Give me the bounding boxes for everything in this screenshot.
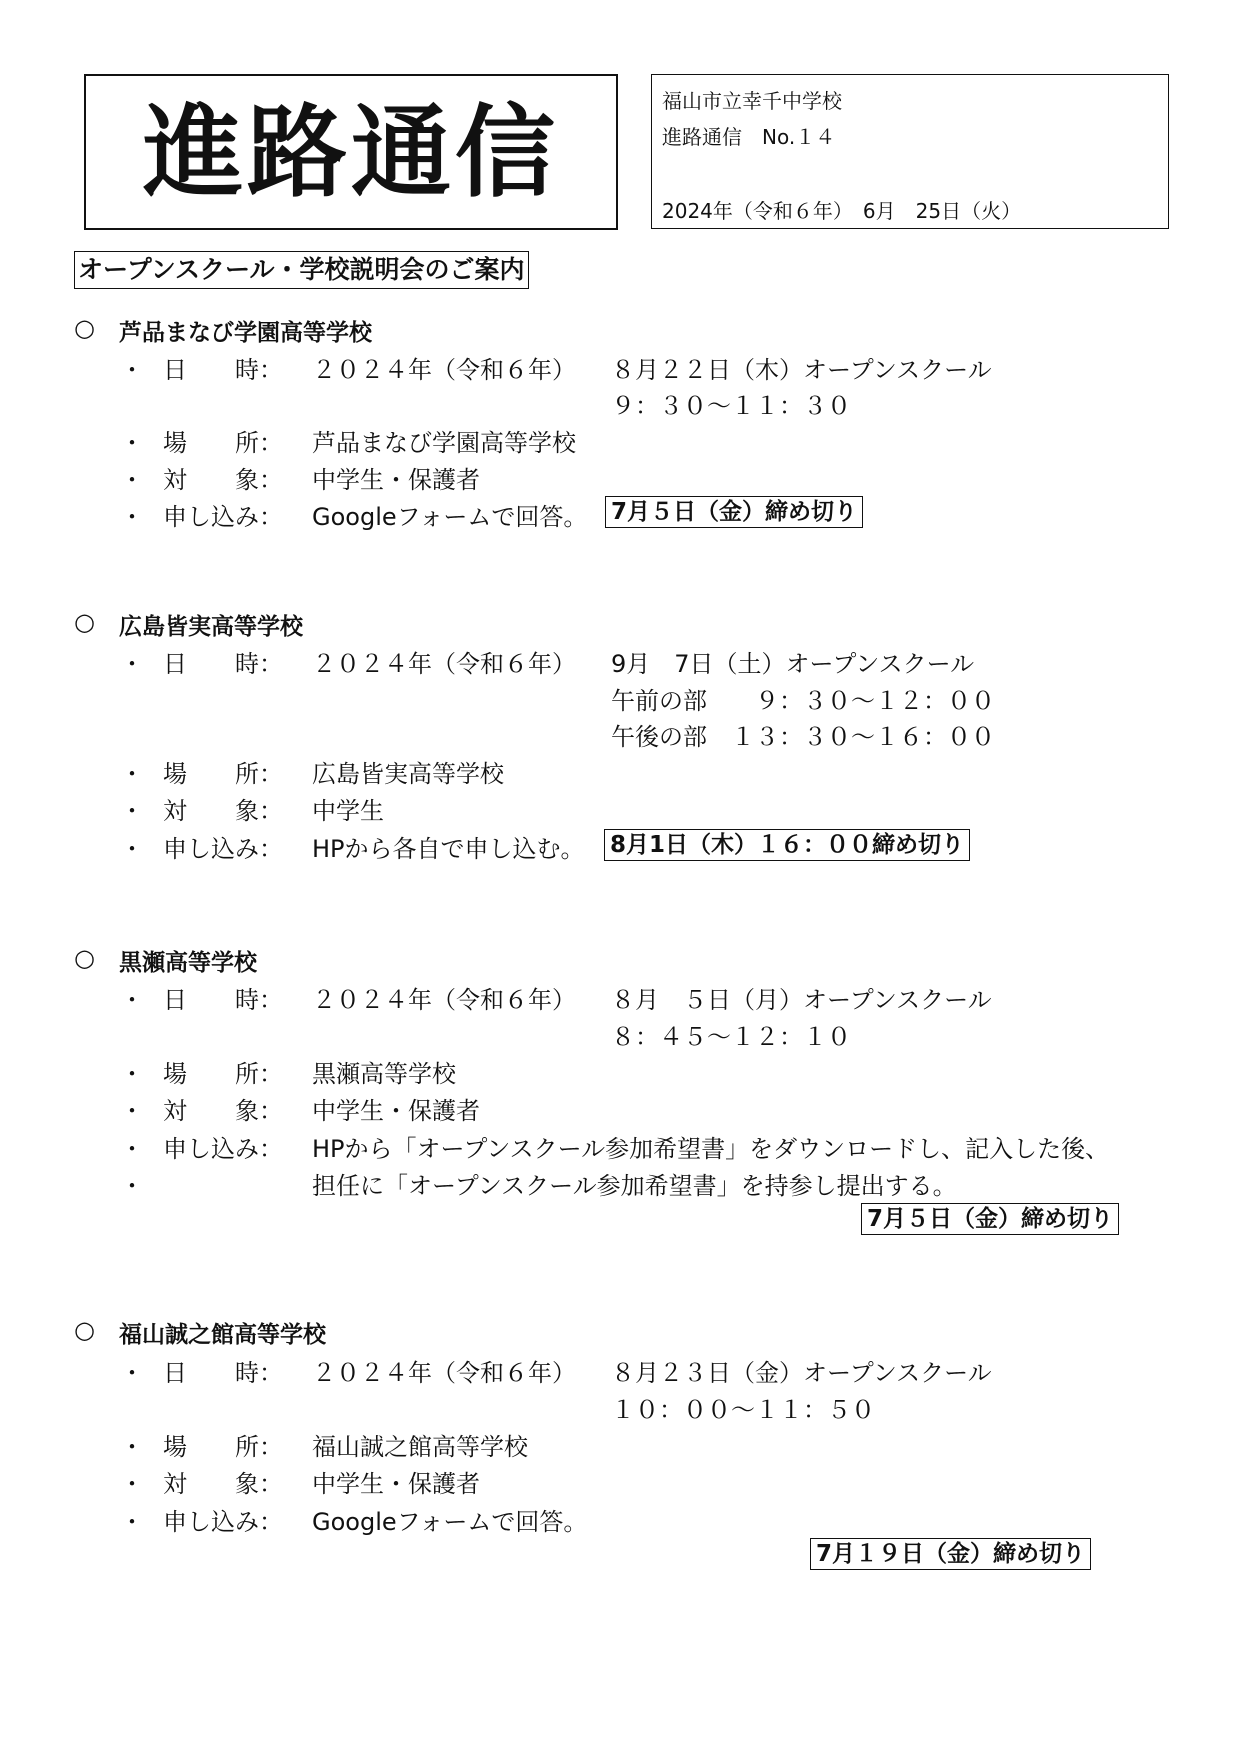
date-label: 日 時： xyxy=(163,356,283,384)
event-time: ９：３０～１１：３０ xyxy=(611,392,851,420)
bullet-dot: ・ xyxy=(120,835,144,863)
deadline-badge: 7月１９日（金）締め切り xyxy=(810,1538,1091,1570)
bullet-dot: ・ xyxy=(120,429,144,457)
apply-method: HPから各自で申し込む。 xyxy=(312,835,585,863)
bullet-dot: ・ xyxy=(120,1135,144,1163)
date-label: 日 時： xyxy=(163,650,283,678)
event-target: 中学生・保護者 xyxy=(312,466,480,494)
bullet-dot: ・ xyxy=(120,797,144,825)
bullet-dot: ・ xyxy=(120,760,144,788)
bullet-dot: ・ xyxy=(120,1470,144,1498)
date-label: 日 時： xyxy=(163,986,283,1014)
school-name: 福山市立幸千中学校 xyxy=(662,89,842,113)
bullet-dot: ・ xyxy=(120,1359,144,1387)
apply-method: Googleフォームで回答。 xyxy=(312,503,588,531)
event-time-afternoon: 午後の部 １３：３０～１６：００ xyxy=(611,723,995,751)
deadline-badge: 8月1日（木）１６：００締め切り xyxy=(604,829,970,861)
bullet-dot: ・ xyxy=(120,1097,144,1125)
apply-method: HPから「オープンスクール参加希望書」をダウンロードし、記入した後、 xyxy=(312,1135,1110,1163)
bullet-circle: ○ xyxy=(74,608,95,636)
event-time: １０：００～１１：５０ xyxy=(611,1396,875,1424)
event-target: 中学生 xyxy=(312,797,384,825)
bullet-dot: ・ xyxy=(120,986,144,1014)
event-place: 黒瀬高等学校 xyxy=(312,1060,456,1088)
date-label: 日 時： xyxy=(163,1359,283,1387)
event-date: ８月２３日（金）オープンスクール xyxy=(611,1359,992,1387)
event-target: 中学生・保護者 xyxy=(312,1097,480,1125)
issue-date: 2024年（令和６年） 6月 25日（火） xyxy=(662,199,1022,223)
apply-label: 申し込み： xyxy=(163,835,283,863)
bullet-dot: ・ xyxy=(120,650,144,678)
event-time-morning: 午前の部 ９：３０～１２：００ xyxy=(611,687,995,715)
event-time: ８：４５～１２：１０ xyxy=(611,1023,851,1051)
title-box xyxy=(84,74,618,230)
apply-label: 申し込み： xyxy=(163,1135,283,1163)
event-date: ８月２２日（木）オープンスクール xyxy=(611,356,992,384)
bullet-circle: ○ xyxy=(74,1316,95,1344)
event-place: 広島皆実高等学校 xyxy=(312,760,504,788)
bullet-dot: ・ xyxy=(120,1172,144,1200)
place-label: 場 所： xyxy=(163,1060,283,1088)
apply-method-continued: 担任に「オープンスクール参加希望書」を持参し提出する。 xyxy=(312,1172,957,1200)
section-heading: オープンスクール・学校説明会のご案内 xyxy=(74,251,529,289)
event-date: 9月 7日（土）オープンスクール xyxy=(611,650,975,678)
bullet-dot: ・ xyxy=(120,1060,144,1088)
place-label: 場 所： xyxy=(163,429,283,457)
target-label: 対 象： xyxy=(163,466,283,494)
bullet-circle: ○ xyxy=(74,314,95,342)
newsletter-title: 進路通信 xyxy=(143,94,559,211)
issue-info-box xyxy=(651,74,1169,229)
place-label: 場 所： xyxy=(163,1433,283,1461)
event-year: ２０２４年（令和６年） xyxy=(312,356,576,384)
deadline-badge: 7月５日（金）締め切り xyxy=(861,1203,1119,1235)
bullet-dot: ・ xyxy=(120,503,144,531)
school-name-heading: 黒瀬高等学校 xyxy=(119,950,257,976)
apply-method: Googleフォームで回答。 xyxy=(312,1508,588,1536)
school-name-heading: 芦品まなび学園高等学校 xyxy=(119,320,372,346)
apply-label: 申し込み： xyxy=(163,1508,283,1536)
target-label: 対 象： xyxy=(163,1470,283,1498)
bullet-dot: ・ xyxy=(120,1433,144,1461)
event-date: ８月 ５日（月）オープンスクール xyxy=(611,986,992,1014)
school-name-heading: 福山誠之館高等学校 xyxy=(119,1322,326,1348)
target-label: 対 象： xyxy=(163,797,283,825)
issue-number: 進路通信 No.１４ xyxy=(662,125,836,149)
event-target: 中学生・保護者 xyxy=(312,1470,480,1498)
event-place: 福山誠之館高等学校 xyxy=(312,1433,528,1461)
school-name-heading: 広島皆実高等学校 xyxy=(119,614,303,640)
bullet-dot: ・ xyxy=(120,466,144,494)
event-year: ２０２４年（令和６年） xyxy=(312,1359,576,1387)
event-year: ２０２４年（令和６年） xyxy=(312,650,576,678)
place-label: 場 所： xyxy=(163,760,283,788)
bullet-dot: ・ xyxy=(120,1508,144,1536)
bullet-dot: ・ xyxy=(120,356,144,384)
event-year: ２０２４年（令和６年） xyxy=(312,986,576,1014)
target-label: 対 象： xyxy=(163,1097,283,1125)
bullet-circle: ○ xyxy=(74,944,95,972)
deadline-badge: 7月５日（金）締め切り xyxy=(605,496,863,528)
apply-label: 申し込み： xyxy=(163,503,283,531)
event-place: 芦品まなび学園高等学校 xyxy=(312,429,576,457)
